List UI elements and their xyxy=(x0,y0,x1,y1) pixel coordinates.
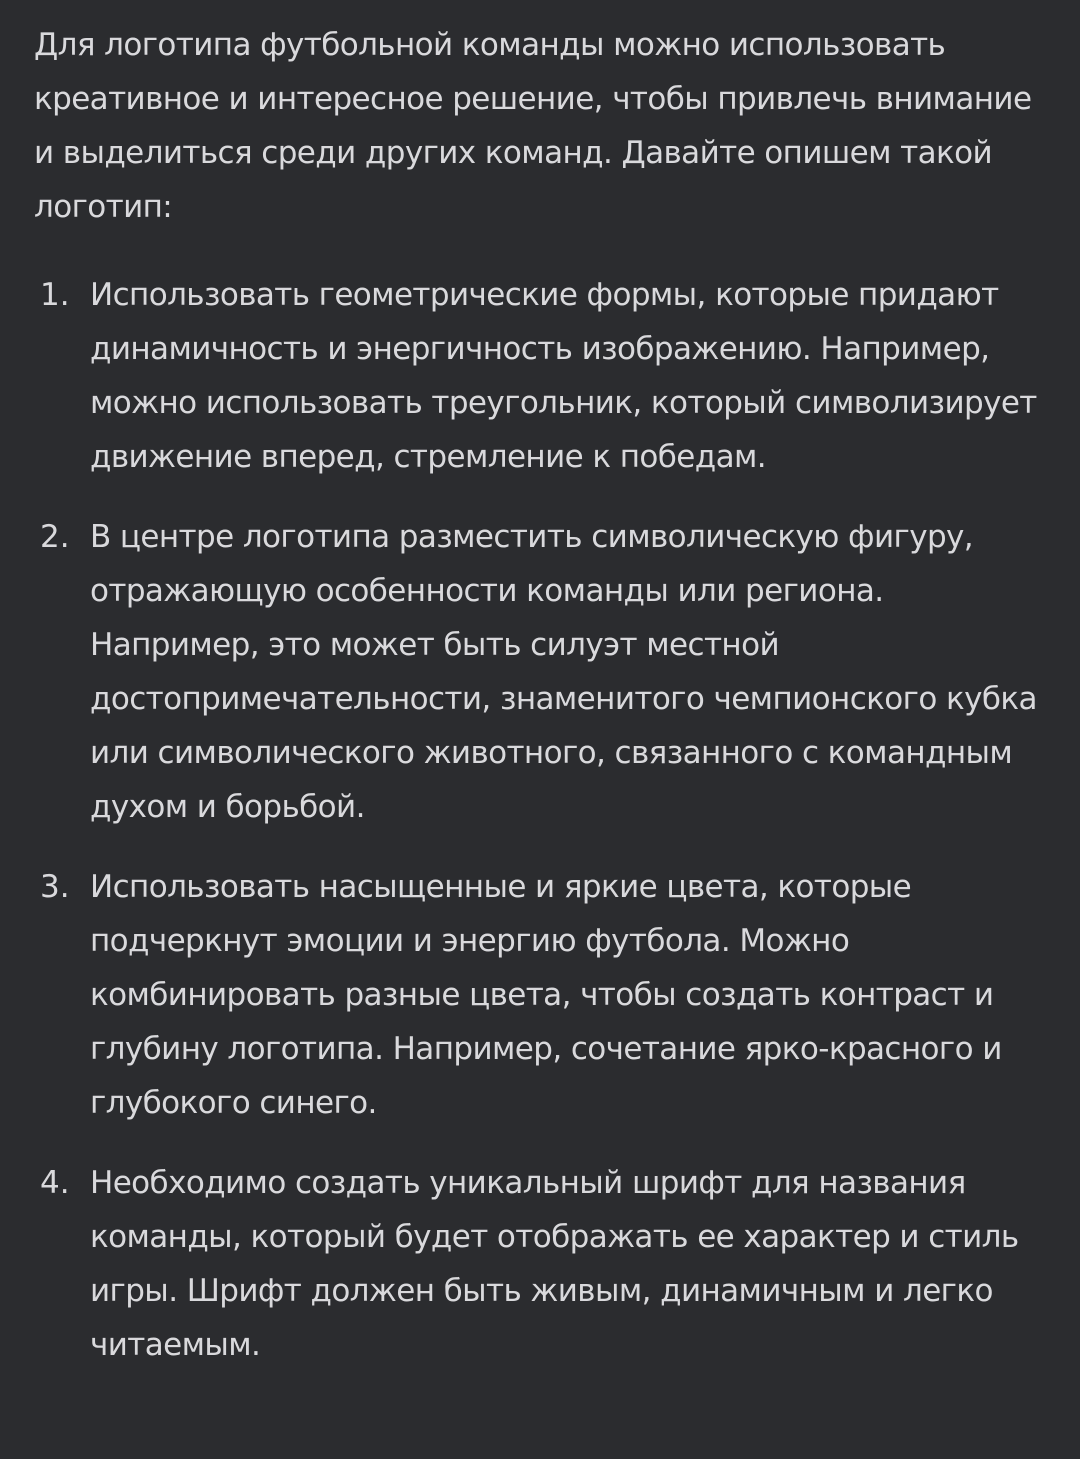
list-number: 3. xyxy=(40,869,70,905)
list-item xyxy=(34,510,1060,834)
list-item xyxy=(34,860,1060,1130)
list-number: 2. xyxy=(40,519,70,555)
list-number: 4. xyxy=(40,1165,70,1201)
list-item-text: Необходимо создать уникальный шрифт для названия команды, который будет отображать ее характер и стиль игры. Шрифт должен быть живым, динамичным и легко читаемым. xyxy=(90,1165,1019,1363)
intro-paragraph: Для логотипа футбольной команды можно использовать креативное и интересное решение, чтобы привлечь внимание и выделиться среди других команд. Давайте опишем такой логотип: xyxy=(34,27,1032,225)
list-item-text: Использовать насыщенные и яркие цвета, которые подчеркнут эмоции и энергию футбола. Можно комбинировать разные цвета, чтобы создать контраст и глубину логотипа. Например, сочетание ярко-красного и глубокого синего. xyxy=(90,869,1002,1121)
list-item-text: Использовать геометрические формы, которые придают динамичность и энергичность изображению. Например, можно использовать треугольник, который символизирует движение вперед, стремление к победам. xyxy=(90,277,1037,475)
list-item xyxy=(34,268,1060,484)
list-item-text: В центре логотипа разместить символическую фигуру, отражающую особенности команды или региона. Например, это может быть силуэт местной достопримечательности, знаменитого чемпионского кубка или символического животного, связанного с командным духом и борьбой. xyxy=(90,519,1037,825)
list-number: 1. xyxy=(40,277,70,313)
ordered-list xyxy=(34,268,1060,1372)
list-item xyxy=(34,1156,1060,1372)
